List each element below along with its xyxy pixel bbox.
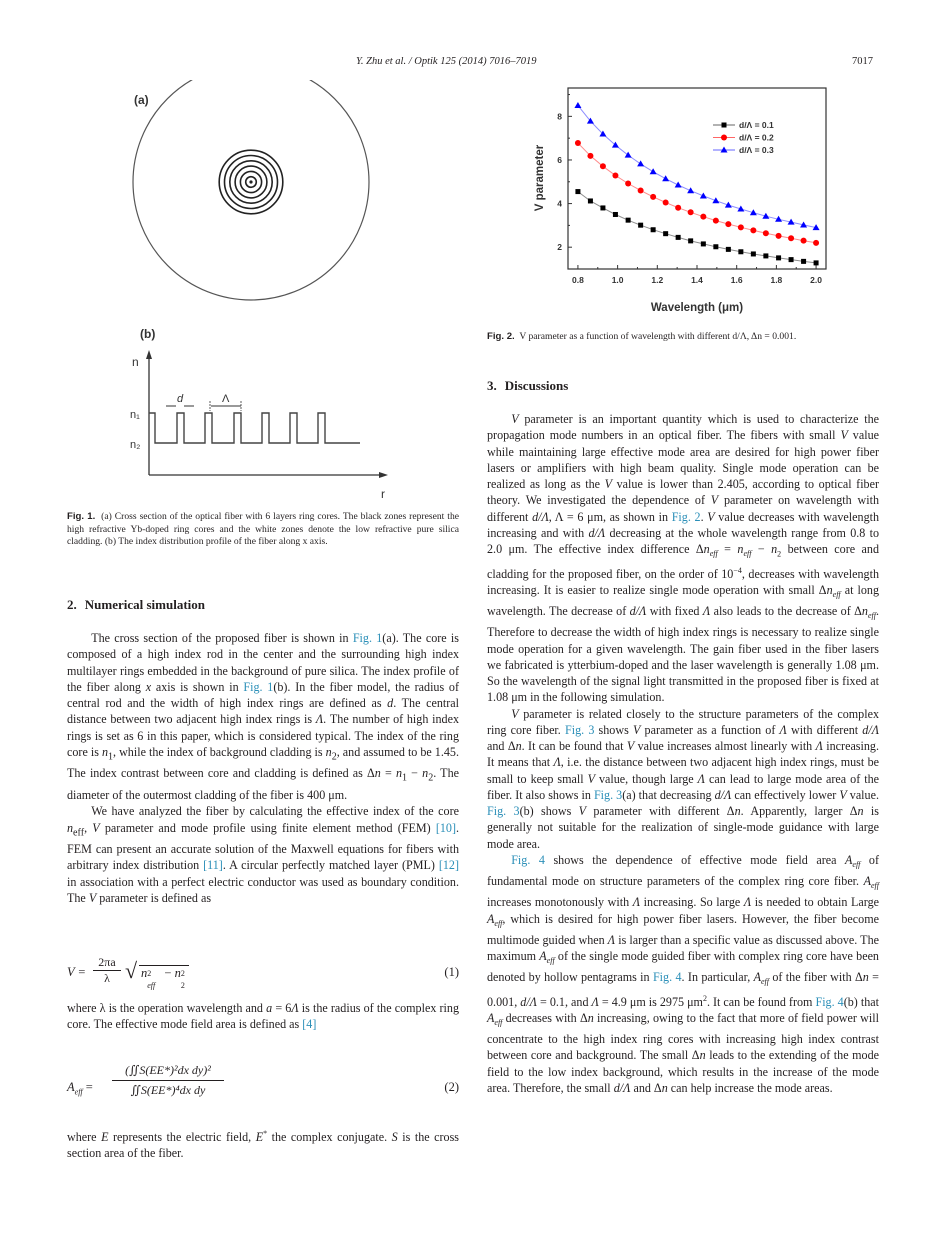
x-tick-label: 2.0 <box>810 275 822 285</box>
r-axis-arrow-icon <box>379 472 388 478</box>
data-point-series-3 <box>662 175 669 181</box>
eq1-numerator: 2πa <box>93 955 121 971</box>
data-point-series-2 <box>776 233 782 239</box>
journal-citation: Y. Zhu et al. / Optik 125 (2014) 7016–7019 <box>356 56 537 67</box>
equation-2 <box>67 1063 459 1113</box>
data-point-series-2 <box>713 218 719 224</box>
x-tick-label: 1.0 <box>611 275 624 285</box>
v-parameter-chart <box>528 86 840 326</box>
x-tick-label: 1.4 <box>691 275 703 285</box>
y-tick-label: 4 <box>557 198 562 209</box>
fig4-link[interactable]: Fig. 4 <box>652 970 682 985</box>
panel-a-label: (a) <box>134 93 149 107</box>
figure-1 <box>100 80 420 500</box>
ref-11-link[interactable]: [11] <box>203 858 223 873</box>
section-3-body <box>487 411 879 1096</box>
data-point-series-2 <box>763 230 769 236</box>
y-tick-label: 2 <box>557 242 562 253</box>
ref-4-link[interactable]: [4] <box>302 1017 317 1032</box>
section-3-heading <box>487 378 568 394</box>
data-point-series-2 <box>663 199 669 205</box>
index-profile-line <box>149 413 360 443</box>
page-number: 7017 <box>852 56 873 67</box>
figure-2-caption-text: V parameter as a function of wavelength with different d/Λ, Δn = 0.001. <box>519 331 797 342</box>
data-point-series-1 <box>651 227 656 232</box>
data-point-series-1 <box>738 249 743 254</box>
section-2-paragraph-2: We have analyzed the fiber by calculating the effective index of the core $n_{eff}$, V parameter and mode profile using finite element method (FEM) [10]. FEM can present an accurate solution of the Maxwell equations for fibers with arbitrary index distribution [11]. A circular perfectly matched layer (PML) [12] in association with a perfect electric conductor was used as boundary condition. The V parameter is defined as <box>67 804 460 905</box>
ref-10-link[interactable]: [10] <box>435 820 456 835</box>
data-point-series-3 <box>574 102 581 108</box>
figure-2-caption <box>487 331 879 344</box>
fig3a-link[interactable]: Fig. 3 <box>593 787 623 802</box>
x-tick-label: 1.6 <box>730 275 743 285</box>
data-point-series-2 <box>700 214 706 220</box>
data-point-series-1 <box>701 241 706 246</box>
data-point-series-1 <box>663 231 668 236</box>
legend-label: d/Λ = 0.1 <box>739 120 774 130</box>
section-3-paragraph-2: V parameter is related closely to the structure parameters of the complex ring core fiber. Fig. 3 shows V parameter as a function of Λ with different d/Λ and Δn. It can be found that V value increases almost linearly with Λ increasing. It means that Λ, i.e. the distance between two adjacent high index rings, must be small to keep small V value, though large Λ can lead to large mode area of the fiber. It also shows in Fig. 3(a) that decreasing d/Λ can effectively lower V value. Fig. 3(b) shows V parameter with different Δn. Apparently, larger Δn is generally not suitable for the realization of single-mode guidance with large mode area. <box>487 706 880 851</box>
data-point-series-2 <box>801 238 807 244</box>
section-3-paragraph-1: V parameter is an important quantity which is used to characterize the propagation mode numbers in an optical fiber. The fibers with small V value while maintaining large effective mode area are desired for high power fiber lasers or amplifiers with high beam quality. Single mode operation can be realized as long as the V value is lower than 2.405, according to optical fiber theory. We investigated the dependence of V parameter on wavelength with different d/Λ, Λ = 6 μm, as shown in Fig. 2. V value decreases with wavelength increasing and with d/Λ decreasing at the whole wavelength range from 0.8 to 2.0 μm. The effective index difference $\Delta n_{eff} = n_{eff} - n_2$ between core and cladding for the proposed fiber, on the order of $10^{-4}$, decreases with wavelength increasing. It is easier to realize single mode operation with small $\Delta n_{eff}$ at long wavelength. The decrease of d/Λ with fixed Λ also leads to the decrease of $\Delta n_{eff}$. Therefore to decrease the width of high index rings is necessary to realize single mode operation for a given wavelength. The gain fiber used in the fiber lasers we fabricated is ytterbium-doped and the laser wavelength is generally 1.08 μm. So the wavelength of the signal light transmitted in the proposed fiber is fixed at 1.08 μm in the following simulation. <box>487 412 880 705</box>
legend-label: d/Λ = 0.2 <box>739 132 774 143</box>
equation-1 <box>67 955 459 991</box>
equation-1-number: (1) <box>444 965 459 979</box>
eq2-equals: = <box>82 1080 93 1094</box>
data-point-series-1 <box>814 260 819 265</box>
data-point-series-2 <box>750 227 756 233</box>
n1-label: n₁ <box>130 409 140 421</box>
data-point-series-2 <box>675 205 681 211</box>
data-point-series-1 <box>600 205 605 210</box>
section-2-heading <box>67 597 205 613</box>
section-2-paragraph-3: where λ is the operation wavelength and a = 6Λ is the radius of the complex ring core. The effective mode field area is defined as [4] <box>67 1001 459 1032</box>
data-point-series-3 <box>700 192 707 198</box>
panel-b-label: (b) <box>140 327 156 341</box>
legend-marker <box>722 123 727 128</box>
data-point-series-1 <box>676 235 681 240</box>
equation-2-number: (2) <box>444 1080 459 1094</box>
fig1-link[interactable]: Fig. 1 <box>352 631 383 645</box>
eq2-denominator: ∬S(EE*)⁴dx dy <box>130 1083 206 1097</box>
figure-1-caption-text: (a) Cross section of the optical fiber with 6 layers ring cores. The black zones represent the high refractive Yb-doped ring cores and the white zones denote the low refractive pure silica cladding. (b) The index distribution profile of the fiber along x axis. <box>67 511 460 548</box>
section-3-title: Discussions <box>504 378 569 393</box>
figure-1-caption-label: Fig. 1. <box>67 511 96 522</box>
fig2-link[interactable]: Fig. 2 <box>671 509 701 524</box>
data-point-series-2 <box>638 187 644 193</box>
ref-12-link[interactable]: [12] <box>438 858 459 873</box>
legend-marker <box>721 135 727 141</box>
section-2-paragraph-4: where E represents the electric field, E* the complex conjugate. S is the cross section area of the fiber. <box>67 1129 459 1161</box>
data-point-series-1 <box>776 255 781 260</box>
data-point-series-2 <box>600 163 606 169</box>
n2-label: n₂ <box>130 439 141 451</box>
eq2-numerator: (∬S(EE*)²dx dy)² <box>112 1063 224 1081</box>
data-point-series-3 <box>637 160 644 166</box>
fig3-link[interactable]: Fig. 3 <box>565 722 595 737</box>
section-2-number: 2. <box>67 597 77 612</box>
central-rod <box>249 180 252 183</box>
data-point-series-1 <box>575 189 580 194</box>
n-axis-label: n <box>132 355 139 369</box>
x-axis-label: Wavelength (μm) <box>650 302 744 314</box>
y-axis-label: V parameter <box>534 144 546 212</box>
data-point-series-1 <box>638 223 643 228</box>
legend-label: d/Λ = 0.3 <box>739 145 774 155</box>
outer-cladding-circle <box>133 80 369 300</box>
data-point-series-1 <box>801 259 806 264</box>
section-2-body <box>67 630 459 906</box>
eq2-lhs-sub: eff <box>74 1087 83 1097</box>
section-2-title: Numerical simulation <box>84 597 205 612</box>
data-point-series-1 <box>626 218 631 223</box>
x-tick-label: 0.8 <box>572 275 584 285</box>
ring-cores <box>219 150 283 214</box>
fig1-link[interactable]: Fig. 1 <box>243 679 274 694</box>
series-line-3 <box>578 105 816 227</box>
data-point-series-1 <box>789 257 794 262</box>
figure-1-caption <box>67 511 459 549</box>
x-tick-label: 1.2 <box>651 275 664 285</box>
data-point-series-3 <box>650 168 657 174</box>
eq1-radicand: n 2 eff − n 2 2 <box>139 965 189 981</box>
x-tick-label: 1.8 <box>770 275 783 285</box>
data-point-series-2 <box>725 221 731 227</box>
data-point-series-2 <box>738 224 744 230</box>
data-point-series-1 <box>751 251 756 256</box>
d-label: d <box>177 393 184 405</box>
eq2-lhs: A <box>67 1080 75 1094</box>
data-point-series-1 <box>726 247 731 252</box>
data-point-series-1 <box>588 198 593 203</box>
fig4-link[interactable]: Fig. 4 <box>511 852 545 867</box>
y-tick-label: 8 <box>557 111 562 122</box>
data-point-series-3 <box>625 152 632 158</box>
figure-2-chart <box>528 86 840 326</box>
data-point-series-2 <box>625 181 631 187</box>
data-point-series-2 <box>587 153 593 159</box>
data-point-series-1 <box>713 244 718 249</box>
section-3-paragraph-3: Fig. 4 shows the dependence of effective mode field area $A_{eff}$ of fundamental mode on structure parameters of the complex ring core fiber. $A_{eff}$ increases monotonously with Λ increasing. So large Λ is needed to obtain Large $A_{eff}$, which is desired for high power fiber lasers. However, the fiber become multimode guided when Λ is larger than a specific value as discussed above. The maximum $A_{eff}$ of the single mode guided fiber with complex ring core have been denoted by hollow pentagrams in Fig. 4. In particular, $A_{eff}$ of the fiber with Δn = 0.001, d/Λ = 0.1, and Λ = 4.9 μm is 2975 $\mu m^2$. It can be found from Fig. 4(b) that $A_{eff}$ decreases with Δn increasing, owing to the fact that more of field power will concentrate to the high index ring cores with increasing high index contrast between core and background. The small Δn leads to the extending of the mode field to the low index background, which results in the increase of the mode area. Therefore, the small d/Λ and Δn can help increase the mode areas. <box>487 852 880 1095</box>
data-point-series-1 <box>613 212 618 217</box>
sqrt-icon: √ <box>125 958 138 983</box>
data-point-series-2 <box>813 240 819 246</box>
data-point-series-2 <box>650 194 656 200</box>
data-point-series-2 <box>575 140 581 146</box>
data-point-series-1 <box>763 253 768 258</box>
pitch-label: Λ <box>222 393 230 405</box>
figure-1-graphic <box>100 80 420 500</box>
data-point-series-3 <box>675 182 682 188</box>
y-tick-label: 6 <box>557 154 562 165</box>
data-point-series-3 <box>687 187 694 193</box>
data-point-series-2 <box>612 172 618 178</box>
data-point-series-2 <box>688 209 694 215</box>
eq1-denominator: λ <box>104 971 110 985</box>
section-2-paragraph-1: The cross section of the proposed fiber is shown in Fig. 1(a). The core is composed of a high index rod in the center and the surrounding high index multilayer rings embedded in the background of pure silica. The index profile of the fiber along x axis is shown in Fig. 1(b). In the fiber model, the radius of central rod and the width of high index rings are defined as d. The central distance between two adjacent high index rings is Λ. The number of high index rings is set as 6 in this paper, which is considered typical. The index of the ring core is $n_1$, while the index of background cladding is $n_2$, and assumed to be 1.45. The index contrast between core and cladding is defined as $\Delta n = n_1 - n_2$. The diameter of the outermost cladding of the fiber is 400 μm. <box>67 631 460 803</box>
r-axis-label: r <box>381 487 385 500</box>
data-point-series-2 <box>788 235 794 241</box>
fig4b-link[interactable]: Fig. 4 <box>815 994 844 1009</box>
eq1-lhs: V = <box>67 965 86 979</box>
n-axis-arrow-icon <box>146 350 152 359</box>
plot-frame <box>568 88 826 269</box>
fig3b-link[interactable]: Fig. 3 <box>487 804 520 819</box>
section-3-number: 3. <box>487 378 497 393</box>
series-line-1 <box>578 192 816 263</box>
figure-2-caption-label: Fig. 2. <box>487 331 515 342</box>
data-point-series-1 <box>688 238 693 243</box>
